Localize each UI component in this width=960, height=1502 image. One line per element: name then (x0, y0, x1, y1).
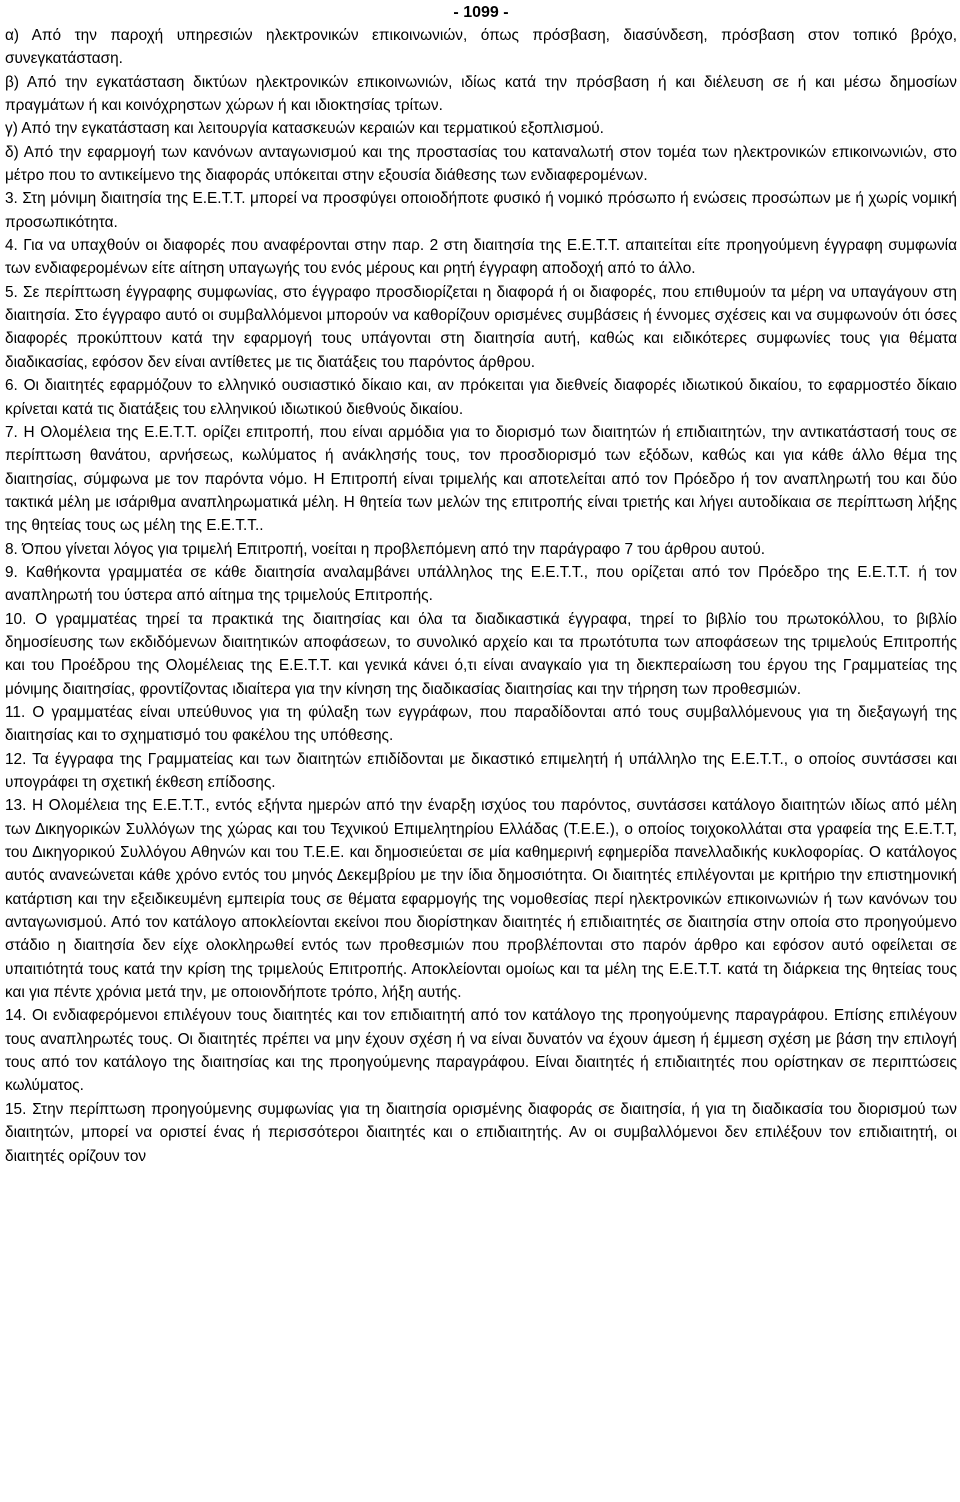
document-page (5, 0, 957, 1168)
paragraph: β) Από την εγκατάσταση δικτύων ηλεκτρονικών επικοινωνιών, ιδίως κατά την πρόσβαση ή και διέλευση σε ή και μέσω δημοσίων πραγμάτων ή και κοινόχρηστων χώρων ή και ιδιοκτησίας τρίτων. (5, 73, 957, 115)
paragraph: 4. Για να υπαχθούν οι διαφορές που αναφέρονται στην παρ. 2 στη διαιτησία της Ε.Ε.Τ.Τ. απαιτείται είτε προηγούμενη έγγραφη συμφωνία των ενδιαφερομένων είτε αίτηση υπαγωγής του ενός μέρους και ρητή έγγραφη αποδοχή από το άλλο. (5, 237, 957, 278)
paragraph: 13. Η Ολομέλεια της Ε.Ε.Τ.Τ., εντός εξήντα ημερών από την έναρξη ισχύος του παρόντος, συντάσσει κατάλογο διαιτητών ιδίως από μέλη των Δικηγορικών Συλλόγων της χώρας και του Τεχνικού Επιμελητηρίου Ελλάδας (Τ.Ε.Ε.), ο οποίος τοιχοκολλάται στα γραφεία της Ε.Ε.Τ.Τ, του Δικηγορικού Συλλόγου Αθηνών και του Τ.Ε.Ε. και δημοσιεύεται σε μία καθημερινή εφημερίδα πανελλαδικής κυκλοφορίας. Ο κατάλογος αυτός ανανεώνεται κάθε χρόνο εντός του μηνός Δεκεμβρίου με την ίδια δημοσιότητα. Οι διαιτητές επιλέγονται με κριτήριο την επιστημονική κατάρτιση και την εξειδικευμένη εμπειρία τους σε θέματα εφαρμογής της νομοθεσίας περί ηλεκτρονικών επικοινωνιών ή των κανόνων του ανταγωνισμού. Από τον κατάλογο αποκλείονται εκείνοι που διορίστηκαν διαιτητές ή επιδιαιτητές σε διαιτησία στην οποία στο προηγούμενο στάδιο η διαιτησία δεν είχε ολοκληρωθεί εντός των προθεσμιών που προβλέπονται στο παρόν άρθρο και εφόσον αυτό οφείλεται σε υπαιτιότητά τους κατά την κρίση της τριμελούς Επιτροπής. Αποκλείονται ομοίως και τα μέλη της Ε.Ε.Τ.Τ. κατά τη διάρκεια της θητείας τους και για πέντε χρόνια μετά την, με οποιονδήποτε τρόπο, λήξη αυτής. (5, 797, 957, 1002)
paragraph: 7. Η Ολομέλεια της Ε.Ε.Τ.Τ. ορίζει επιτροπή, που είναι αρμόδια για το διορισμό των διαιτητών ή επιδιαιτητών, την αντικατάστασή τους σε περίπτωση θανάτου, αρνήσεως, κωλύματος ή ανάκλησής τους, τον προσδιορισμό των εξόδων, καθώς και για κάθε άλλο θέμα της διαιτησίας, σύμφωνα με τον παρόντα νόμο. Η Επιτροπή είναι τριμελής και αποτελείται από τον Πρόεδρο ή τον αναπληρωτή του και δύο τακτικά μέλη με ισάριθμα αναπληρωματικά μέλη. Η θητεία των μελών της επιτροπής είναι τριετής και λήγει αυτοδίκαια σε περίπτωση λήξης της θητείας τους ως μέλη της Ε.Ε.Τ.Τ.. (5, 423, 957, 535)
page-number: - 1099 - (453, 4, 509, 21)
paragraph: 6. Οι διαιτητές εφαρμόζουν το ελληνικό ουσιαστικό δίκαιο και, αν πρόκειται για διεθνείς διαφορές ιδιωτικού δικαίου, το εφαρμοστέο δίκαιο κρίνεται κατά τις διατάξεις του ελληνικού ιδιωτικού διεθνούς δικαίου. (5, 377, 957, 418)
paragraph: δ) Από την εφαρμογή των κανόνων ανταγωνισμού και της προστασίας του καταναλωτή στον τομέα των ηλεκτρονικών επικοινωνιών, στο μέτρο που το αντικείμενο της διαφοράς υπόκειται στην εξουσία διάθεσης των ενδιαφερομένων. (5, 143, 957, 185)
paragraph: 9. Καθήκοντα γραμματέα σε κάθε διαιτησία αναλαμβάνει υπάλληλος της Ε.Ε.Τ.Τ., που ορίζεται από τον Πρόεδρο της Ε.Ε.Τ.Τ. ή τον αναπληρωτή του ύστερα από αίτημα της τριμελούς Επιτροπής. (5, 563, 957, 605)
paragraph: 3. Στη μόνιμη διαιτησία της Ε.Ε.Τ.Τ. μπορεί να προσφύγει οποιοδήποτε φυσικό ή νομικό πρόσωπο ή ενώσεις προσώπων με ή χωρίς νομική προσωπικότητα. (5, 190, 957, 231)
paragraph: γ) Από την εγκατάσταση και λειτουργία κατασκευών κεραιών και τερματικού εξοπλισμού. (5, 120, 604, 138)
paragraph: 5. Σε περίπτωση έγγραφης συμφωνίας, στο έγγραφο προσδιορίζεται η διαφορά ή οι διαφορές, που επιθυμούν τα μέρη να υπαγάγουν στη διαιτησία. Στο έγγραφο αυτό οι συμβαλλόμενοι μπορούν να καθορίζουν ορισμένες συμβάσεις ή έννομες σχέσεις και να συμφωνούν ότι όσες διαφορές προκύπτουν κατά την εφαρμογή τους υπάγονται στη διαιτησία αυτή, καθώς και ειδικότερες συμφωνίες τους για θέματα διαδικασίας, εφόσον δεν είναι αντίθετες με τις διατάξεις του παρόντος άρθρου. (5, 283, 957, 371)
paragraph: 8. Όπου γίνεται λόγος για τριμελή Επιτροπή, νοείται η προβλεπόμενη από την παράγραφο 7 του άρθρου αυτού. (5, 540, 766, 558)
paragraph: 12. Τα έγγραφα της Γραμματείας και των διαιτητών επιδίδονται με δικαστικό επιμελητή ή υπάλληλο της Ε.Ε.Τ.Τ., ο οποίος συντάσσει και υπογράφει τη σχετική έκθεση επίδοσης. (5, 750, 957, 791)
document-body (5, 24, 957, 1168)
paragraph: 15. Στην περίπτωση προηγούμενης συμφωνίας για τη διαιτησία ορισμένης διαφοράς σε διαιτησία, ή για τη διαδικασία του διορισμού των διαιτητών, μπορεί να οριστεί ένας ή περισσότεροι διαιτητές και ο επιδιαιτητής. Αν οι συμβαλλόμενοι δεν επιλέξουν τον επιδιαιτητή, οι διαιτητές ορίζουν τον (5, 1100, 957, 1165)
paragraph: α) Από την παροχή υπηρεσιών ηλεκτρονικών επικοινωνιών, όπως πρόσβαση, διασύνδεση, πρόσβαση στον τοπικό βρόχο, συνεγκατάσταση. (5, 27, 957, 68)
paragraph: 14. Οι ενδιαφερόμενοι επιλέγουν τους διαιτητές και τον επιδιαιτητή από τον κατάλογο της προηγούμενης παραγράφου. Επίσης επιλέγουν τους αναπληρωτές τους. Οι διαιτητές πρέπει να μην έχουν σχέση ή να είναι δυνατόν να έχουν άμεση ή έμμεση σχέση με βάση την επιλογή τους από τον κατάλογο της διαιτησίας και της προηγούμενης παραγράφου. Είναι διαιτητές ή επιδιαιτητές που ορίστηκαν σε περιπτώσεις κωλύματος. (5, 1007, 957, 1095)
paragraph: 11. Ο γραμματέας είναι υπεύθυνος για τη φύλαξη των εγγράφων, που παραδίδονται από τους συμβαλλόμενους για τη διεξαγωγή της διαιτησίας και το σχηματισμό του φακέλου της υπόθεσης. (5, 703, 957, 745)
paragraph: 10. Ο γραμματέας τηρεί τα πρακτικά της διαιτησίας και όλα τα διαδικαστικά έγγραφα, τηρεί το βιβλίο του πρωτοκόλλου, το βιβλίο δημοσίευσης των εκδιδόμενων διαιτητικών αποφάσεων, το συνολικό αρχείο και τα πρωτότυπα των αποφάσεων της τριμελούς Επιτροπής και του Προέδρου της Ολομέλειας της Ε.Ε.Τ.Τ. και γενικά κάνει ό,τι είναι αναγκαίο για τη διεκπεραίωση του έργου της Γραμματείας της μόνιμης διαιτησίας, φροντίζοντας ιδιαίτερα για την κίνηση της διαδικασίας διαιτησίας και την τήρηση των προθεσμιών. (5, 610, 957, 698)
